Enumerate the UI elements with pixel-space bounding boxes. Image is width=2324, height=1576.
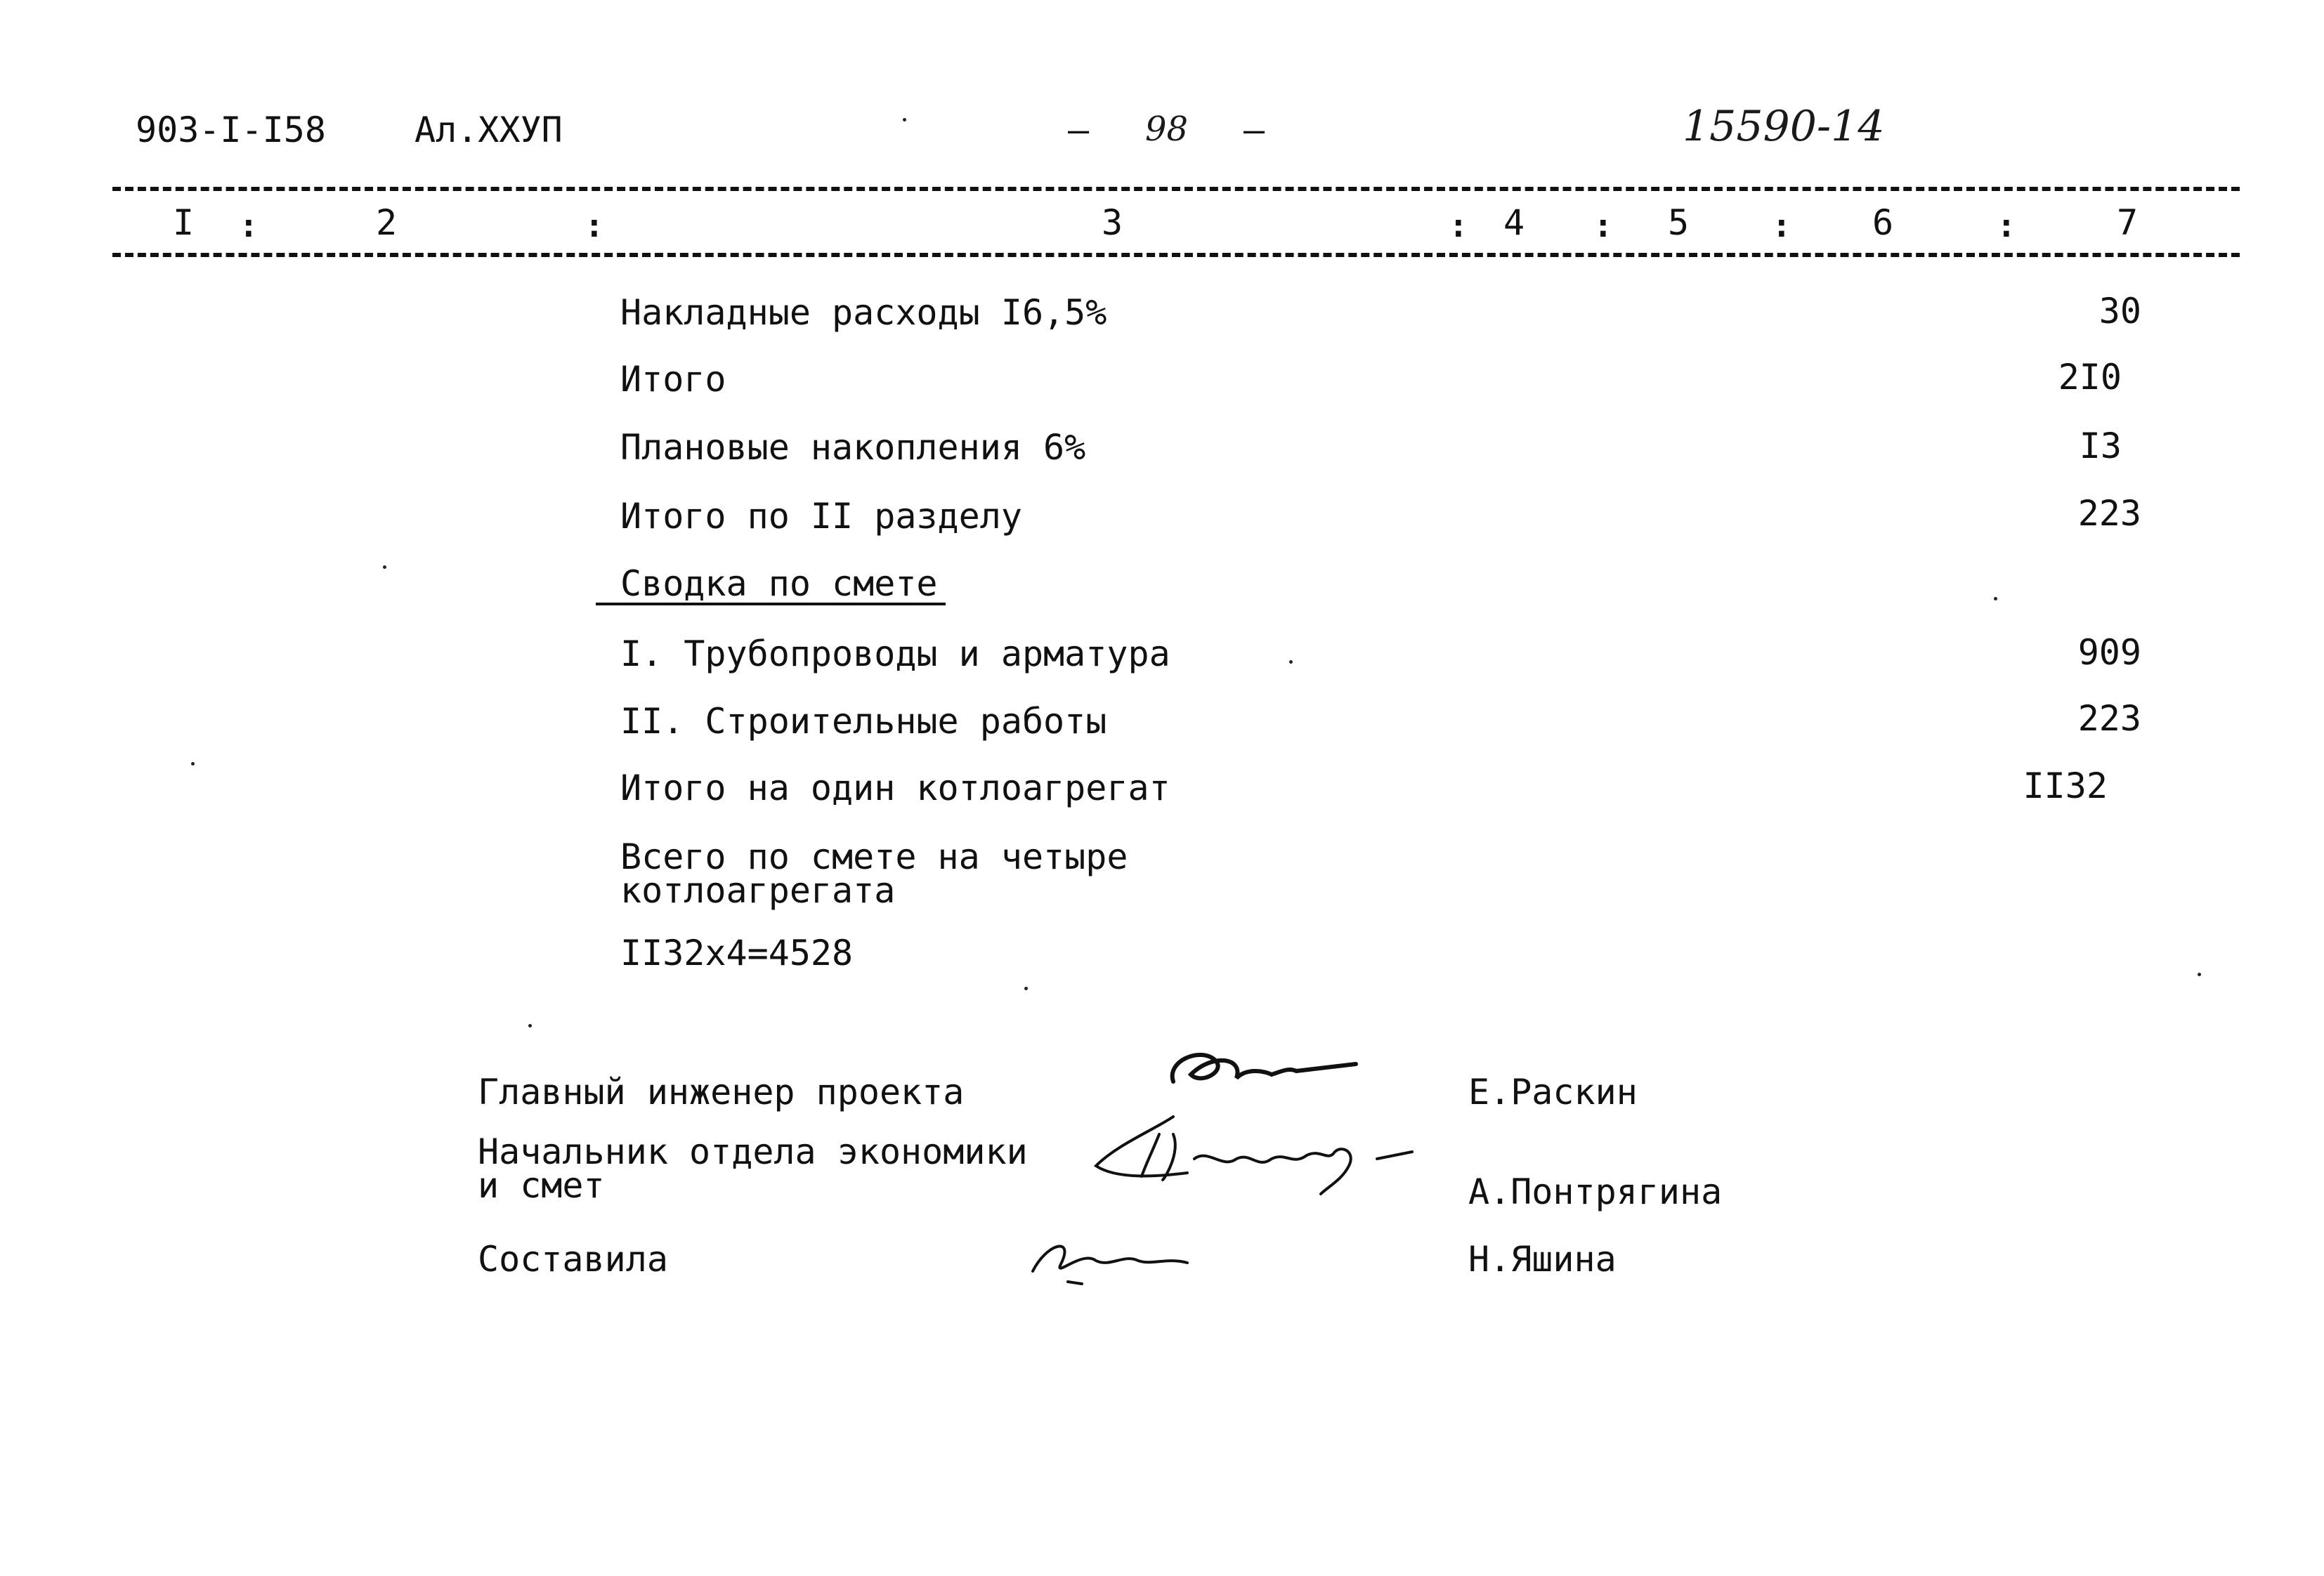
signature-name-economics-head: А.Понтрягина: [1468, 1171, 1723, 1212]
signature-role-chief-engineer: Главный инженер проекта: [478, 1072, 965, 1112]
row-value-construction: 223: [2077, 698, 2141, 739]
column-separator: :: [239, 206, 259, 244]
top-dashed-rule: [112, 187, 2240, 191]
row-value-section-total: 223: [2077, 493, 2141, 534]
column-number-6: 6: [1872, 202, 1894, 243]
signature-name-compiler: Н.Яшина: [1468, 1239, 1617, 1280]
page-dash-right: –: [1243, 110, 1265, 150]
row-label-subtotal: Итого: [620, 359, 726, 400]
row-label-overhead: Накладные расходы I6,5%: [620, 292, 1107, 333]
archive-number: 15590-14: [1683, 102, 1885, 151]
column-separator: :: [1449, 206, 1468, 244]
column-number-7: 7: [2117, 202, 2139, 243]
signature-mark-chief-engineer: [1159, 1032, 1370, 1110]
page-dash-left: –: [1068, 110, 1090, 150]
scan-speck: [528, 1024, 532, 1027]
scan-speck: [2198, 973, 2201, 976]
row-value-per-boiler: II32: [2023, 766, 2108, 806]
scan-speck: [383, 565, 386, 569]
row-value-pipelines: 909: [2077, 632, 2141, 673]
signature-role-compiler: Составила: [478, 1239, 668, 1280]
section-heading-underline: [596, 603, 946, 605]
row-label-pipelines: I. Трубопроводы и арматура: [620, 633, 1170, 674]
column-separator: :: [1593, 206, 1613, 244]
signature-mark-compiler: [1019, 1222, 1201, 1292]
column-number-4: 4: [1503, 202, 1525, 243]
column-separator: :: [585, 206, 604, 244]
signature-name-chief-engineer: Е.Раскин: [1468, 1072, 1638, 1112]
column-number-3: 3: [1102, 202, 1123, 243]
bottom-dashed-rule: [112, 253, 2240, 257]
row-label-per-boiler: Итого на один котлоагрегат: [620, 768, 1170, 808]
row-value-subtotal: 2I0: [2058, 357, 2122, 398]
row-label-planned-savings: Плановые накопления 6%: [620, 427, 1086, 468]
album-number: Ал.XXУП: [414, 110, 563, 150]
column-number-5: 5: [1668, 202, 1690, 243]
scan-speck: [903, 118, 906, 122]
row-label-construction: II. Строительные работы: [620, 701, 1107, 742]
column-separator: :: [1997, 206, 2016, 244]
scan-speck: [1289, 660, 1293, 664]
doc-code: 903-I-I58: [136, 110, 326, 150]
row-value-overhead: 30: [2098, 291, 2141, 331]
signature-mark-economics-head: [1075, 1110, 1426, 1215]
row-label-section-total: Итого по II разделу: [620, 496, 1022, 537]
row-value-planned-savings: I3: [2079, 426, 2122, 466]
scan-speck: [1994, 597, 1997, 600]
page-number: 98: [1145, 110, 1189, 149]
column-number-2: 2: [376, 202, 398, 243]
row-label-grand-total: Всего по смете на четыре котлоагрегата: [620, 836, 1128, 911]
row-label-calculation: II32x4=4528: [620, 933, 854, 973]
column-number-1: I: [173, 202, 195, 243]
column-separator: :: [1772, 206, 1791, 244]
section-heading-summary: Сводка по смете: [620, 563, 938, 604]
scan-speck: [191, 762, 195, 766]
scan-speck: [1024, 987, 1028, 990]
signature-role-economics-head: Начальник отдела экономики и смет: [478, 1131, 1028, 1206]
